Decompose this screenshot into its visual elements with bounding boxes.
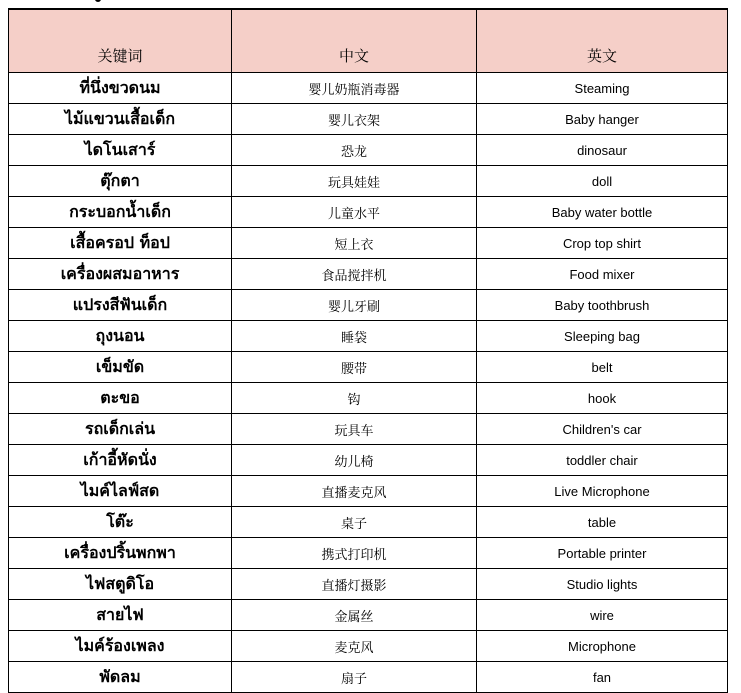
cell-thai-keyword: ไฟสตูดิโอ [9, 569, 232, 600]
cell-english: Live Microphone [477, 476, 728, 507]
cell-chinese: 携式打印机 [232, 538, 477, 569]
cell-thai-keyword: สายไฟ [9, 600, 232, 631]
cell-english: Baby water bottle [477, 197, 728, 228]
cell-chinese: 腰带 [232, 352, 477, 383]
table-row [9, 228, 728, 259]
cell-english: belt [477, 352, 728, 383]
table-row [9, 135, 728, 166]
header-row [9, 9, 728, 73]
cell-chinese: 恐龙 [232, 135, 477, 166]
table-row [9, 166, 728, 197]
cell-chinese: 婴儿衣架 [232, 104, 477, 135]
cell-english: Steaming [477, 73, 728, 104]
header-english: 英文 [477, 9, 728, 73]
cell-chinese: 麦克风 [232, 631, 477, 662]
cell-thai-keyword: แปรงสีฟันเด็ก [9, 290, 232, 321]
cell-chinese: 短上衣 [232, 228, 477, 259]
cell-thai-keyword: พัดลม [9, 662, 232, 693]
table-row [9, 507, 728, 538]
cell-chinese: 婴儿奶瓶消毒器 [232, 73, 477, 104]
table-body [9, 73, 728, 693]
cell-thai-keyword: เครื่องปริ้นพกพา [9, 538, 232, 569]
cell-english: toddler chair [477, 445, 728, 476]
cell-english: dinosaur [477, 135, 728, 166]
cell-english: Sleeping bag [477, 321, 728, 352]
cell-thai-keyword: ที่นึ่งขวดนม [9, 73, 232, 104]
table-row [9, 414, 728, 445]
cell-thai-keyword: โต๊ะ [9, 507, 232, 538]
table-row [9, 197, 728, 228]
keyword-table [8, 8, 728, 693]
cell-thai-keyword: ถุงนอน [9, 321, 232, 352]
table-row [9, 290, 728, 321]
table-row [9, 569, 728, 600]
cell-english: fan [477, 662, 728, 693]
cell-chinese: 直播麦克风 [232, 476, 477, 507]
cell-chinese: 桌子 [232, 507, 477, 538]
cell-thai-keyword: รถเด็กเล่น [9, 414, 232, 445]
cell-chinese: 儿童水平 [232, 197, 477, 228]
header-chinese: 中文 [232, 9, 477, 73]
cell-chinese: 玩具娃娃 [232, 166, 477, 197]
cell-chinese: 玩具车 [232, 414, 477, 445]
table-row [9, 600, 728, 631]
keyword-table-container [8, 8, 727, 693]
cell-english: Baby hanger [477, 104, 728, 135]
cell-chinese: 扇子 [232, 662, 477, 693]
cell-thai-keyword: ไดโนเสาร์ [9, 135, 232, 166]
table-row [9, 321, 728, 352]
cell-english: Portable printer [477, 538, 728, 569]
table-row [9, 662, 728, 693]
cell-thai-keyword: เข็มขัด [9, 352, 232, 383]
cell-english: hook [477, 383, 728, 414]
cell-english: Baby toothbrush [477, 290, 728, 321]
cell-thai-keyword: เก้าอี้หัดนั่ง [9, 445, 232, 476]
table-row [9, 73, 728, 104]
table-row [9, 383, 728, 414]
cell-thai-keyword: ตะขอ [9, 383, 232, 414]
cell-thai-keyword: ไมค์ร้องเพลง [9, 631, 232, 662]
cell-chinese: 婴儿牙刷 [232, 290, 477, 321]
cell-thai-keyword: ตุ๊กตา [9, 166, 232, 197]
cell-english: table [477, 507, 728, 538]
table-row [9, 538, 728, 569]
cell-english: Crop top shirt [477, 228, 728, 259]
cropped-text-fragment [95, 0, 101, 2]
table-row [9, 352, 728, 383]
cell-english: doll [477, 166, 728, 197]
cell-chinese: 食品搅拌机 [232, 259, 477, 290]
cell-english: Microphone [477, 631, 728, 662]
cell-english: Studio lights [477, 569, 728, 600]
table-row [9, 476, 728, 507]
table-row [9, 631, 728, 662]
cell-english: wire [477, 600, 728, 631]
table-header [9, 9, 728, 73]
cell-chinese: 睡袋 [232, 321, 477, 352]
cell-chinese: 直播灯摄影 [232, 569, 477, 600]
table-row [9, 259, 728, 290]
cell-thai-keyword: เครื่องผสมอาหาร [9, 259, 232, 290]
cell-thai-keyword: ไม้แขวนเสื้อเด็ก [9, 104, 232, 135]
cell-chinese: 钩 [232, 383, 477, 414]
cell-chinese: 金属丝 [232, 600, 477, 631]
table-row [9, 445, 728, 476]
cell-english: Children's car [477, 414, 728, 445]
cell-english: Food mixer [477, 259, 728, 290]
cell-thai-keyword: กระบอกน้ำเด็ก [9, 197, 232, 228]
table-row [9, 104, 728, 135]
cell-chinese: 幼儿椅 [232, 445, 477, 476]
header-keyword: 关键词 [9, 9, 232, 73]
cell-thai-keyword: ไมค์ไลฟ์สด [9, 476, 232, 507]
cell-thai-keyword: เสื้อครอป ท็อป [9, 228, 232, 259]
